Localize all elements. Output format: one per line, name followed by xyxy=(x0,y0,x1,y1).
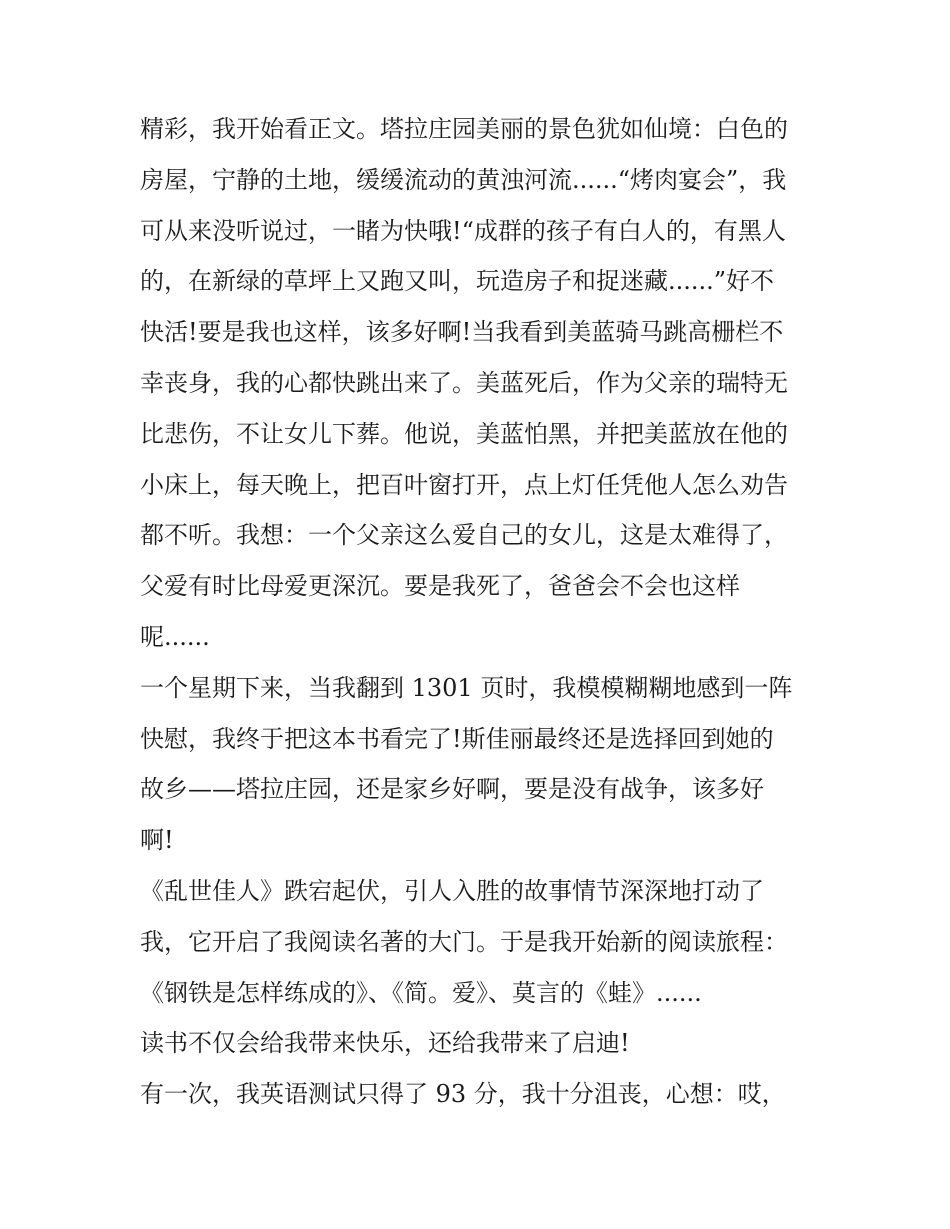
text-line: 啊! xyxy=(140,826,174,855)
text-line: 快活!要是我也这样，该多好啊!当我看到美蓝骑马跳高栅栏不 xyxy=(140,318,784,347)
text-line: 《钢铁是怎样练成的》、《简。爱》、莫言的《蛙》...... xyxy=(140,978,702,1007)
text-line: 精彩，我开始看正文。塔拉庄园美丽的景色犹如仙境：白色的 xyxy=(140,115,788,143)
text-line: 都不听。我想：一个父亲这么爱自己的女儿，这是太难得了， xyxy=(140,521,788,550)
text-line: 房屋，宁静的土地，缓缓流动的黄浊河流......“烤肉宴会”，我 xyxy=(140,165,787,194)
text-line: 有一次，我英语测试只得了 93 分，我十分沮丧，心想：哎， xyxy=(140,1080,786,1109)
text-line: 呢...... xyxy=(140,622,210,651)
text-line: 父爱有时比母爱更深沉。要是我死了，爸爸会不会也这样 xyxy=(140,572,740,601)
text-line: 《乱世佳人》跌宕起伏，引人入胜的故事情节深深地打动了 xyxy=(140,876,764,905)
text-line: 可从来没听说过，一睹为快哦!“成群的孩子有白人的，有黑人 xyxy=(140,216,786,245)
text-line: 小床上，每天晚上，把百叶窗打开，点上灯任凭他人怎么劝告 xyxy=(140,470,788,499)
text-line: 读书不仅会给我带来快乐，还给我带来了启迪! xyxy=(140,1029,630,1058)
body-text xyxy=(140,104,830,1120)
text-line: 一个星期下来，当我翻到 1301 页时，我模模糊糊地感到一阵 xyxy=(140,673,793,702)
text-line: 幸丧身，我的心都快跳出来了。美蓝死后，作为父亲的瑞特无 xyxy=(140,368,788,397)
text-line: 快慰，我终于把这本书看完了!斯佳丽最终还是选择回到她的 xyxy=(140,724,774,753)
text-line: 的，在新绿的草坪上又跑又叫，玩造房子和捉迷藏......”好不 xyxy=(140,267,775,296)
text-line: 我，它开启了我阅读名著的大门。于是我开始新的阅读旅程： xyxy=(140,927,788,956)
text-line: 故乡——塔拉庄园，还是家乡好啊，要是没有战争，该多好 xyxy=(140,775,764,804)
text-line: 比悲伤，不让女儿下葬。他说，美蓝怕黑，并把美蓝放在他的 xyxy=(140,419,788,448)
